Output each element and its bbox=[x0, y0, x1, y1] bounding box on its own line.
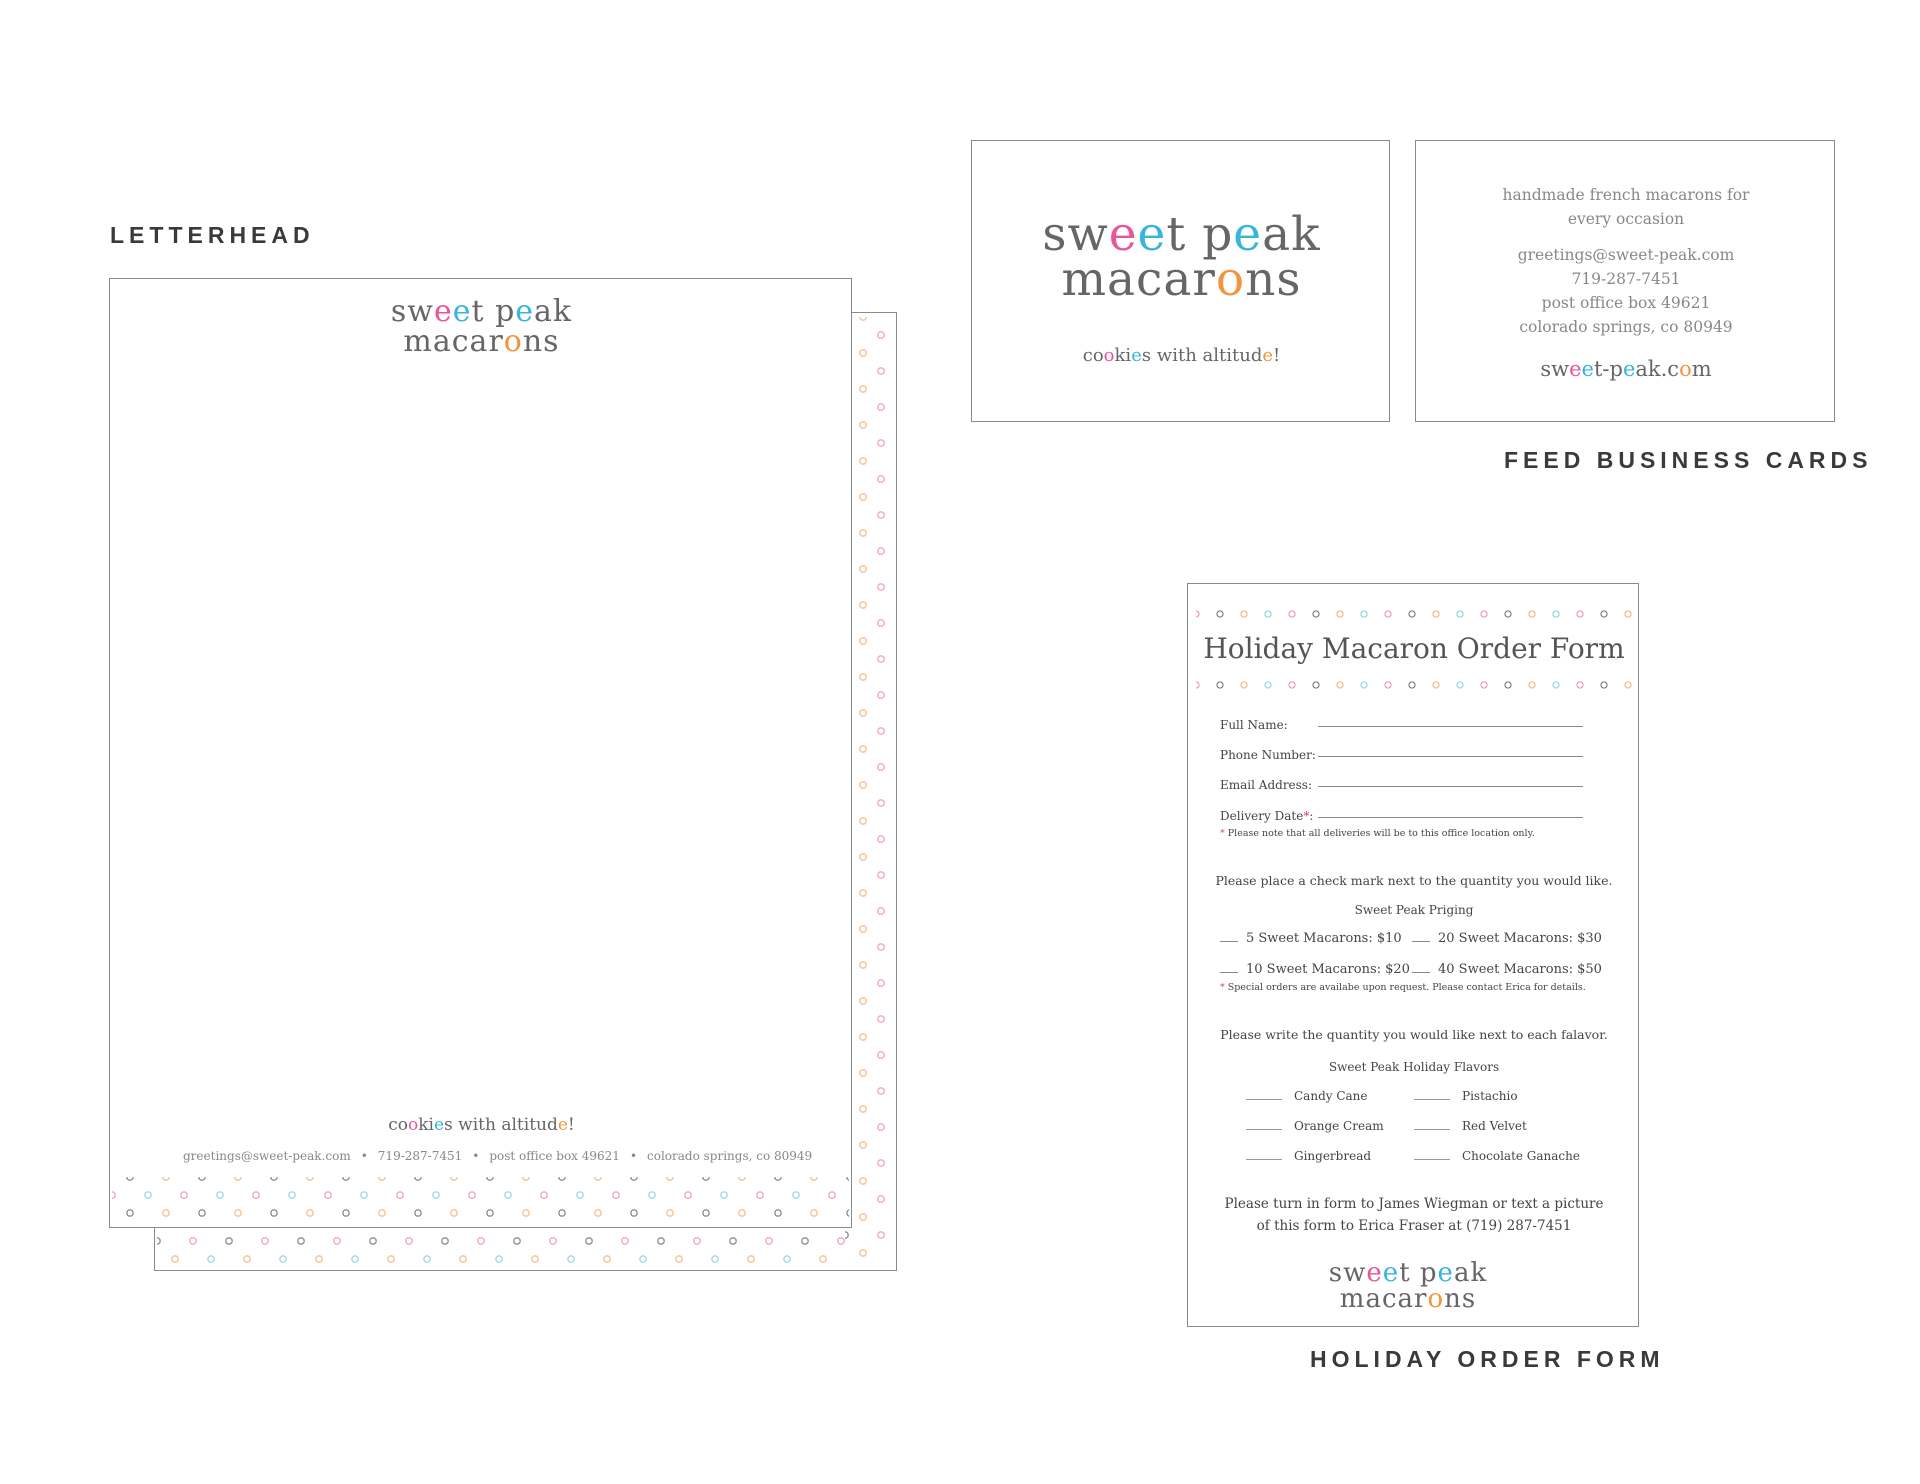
order-form-logo: sweet peak macarons bbox=[1328, 1258, 1488, 1314]
phone-number-label: Phone Number: bbox=[1220, 748, 1316, 762]
closing-line-2: of this form to Erica Fraser at (719) 287-7451 bbox=[1256, 1218, 1572, 1234]
order-form-label: HOLIDAY ORDER FORM bbox=[1310, 1346, 1665, 1372]
letterhead-box: post office box 49621 bbox=[489, 1149, 620, 1163]
pricing-option-40[interactable]: 40 Sweet Macarons: $50 bbox=[1412, 962, 1602, 977]
card-back-city: colorado springs, co 80949 bbox=[1519, 318, 1733, 336]
card-back-website: sweet-peak.com bbox=[1540, 357, 1712, 381]
closing-line-1: Please turn in form to James Wiegman or text a picture bbox=[1224, 1196, 1604, 1212]
card-back-email: greetings@sweet-peak.com bbox=[1517, 246, 1735, 264]
flavor-candy-cane[interactable]: Candy Cane bbox=[1246, 1089, 1368, 1103]
letterhead-phone: 719-287-7451 bbox=[377, 1149, 463, 1163]
business-card-back bbox=[1415, 140, 1835, 422]
letterhead-front-sheet bbox=[109, 278, 852, 1228]
letterhead-contact-line: greetings@sweet-peak.com • 719-287-7451 • post office box 49621 • colorado springs, co 80949 bbox=[183, 1149, 813, 1163]
letterhead-email: greetings@sweet-peak.com bbox=[183, 1149, 351, 1163]
card-back-text bbox=[1416, 183, 1836, 339]
front-sheet-dot-pattern-bottom bbox=[112, 1177, 849, 1225]
delivery-date-label: Delivery Date bbox=[1220, 809, 1304, 823]
email-address-line[interactable] bbox=[1318, 786, 1583, 787]
flavor-instruction: Please write the quantity you would like next to each falavor. bbox=[1220, 1027, 1608, 1042]
delivery-date-field[interactable]: Delivery Date*: bbox=[1220, 809, 1314, 823]
order-form-title: Holiday Macaron Order Form bbox=[1203, 632, 1625, 665]
delivery-date-line[interactable] bbox=[1318, 817, 1583, 818]
full-name-label: Full Name: bbox=[1220, 718, 1288, 732]
phone-number-line[interactable] bbox=[1318, 756, 1583, 757]
delivery-note: * Please note that all deliveries will be to this office location only. bbox=[1220, 828, 1535, 839]
card-back-tagline-2: every occasion bbox=[1567, 210, 1685, 228]
card-back-box: post office box 49621 bbox=[1541, 294, 1711, 312]
full-name-line[interactable] bbox=[1318, 726, 1583, 727]
email-address-label: Email Address: bbox=[1220, 778, 1313, 792]
email-address-field[interactable] bbox=[1220, 778, 1312, 792]
card-front-logo: sweet peak macarons bbox=[1042, 207, 1321, 307]
order-form-top-dots bbox=[1196, 609, 1632, 619]
full-name-field[interactable] bbox=[1220, 718, 1288, 732]
letterhead-logo: sweet peak macarons bbox=[390, 294, 573, 359]
flavor-pistachio[interactable]: Pistachio bbox=[1414, 1089, 1518, 1103]
order-form-sheet bbox=[1187, 583, 1639, 1327]
pricing-option-10[interactable]: 10 Sweet Macarons: $20 bbox=[1220, 962, 1410, 977]
card-front-tagline: cookies with altitude! bbox=[1082, 345, 1281, 366]
business-card-front bbox=[971, 140, 1390, 422]
pricing-option-5[interactable]: 5 Sweet Macarons: $10 bbox=[1220, 931, 1402, 946]
flavor-gingerbread[interactable]: Gingerbread bbox=[1246, 1149, 1371, 1163]
flavor-red-velvet[interactable]: Red Velvet bbox=[1414, 1119, 1527, 1133]
flavor-chocolate-ganache[interactable]: Chocolate Ganache bbox=[1414, 1149, 1580, 1163]
flavor-orange-cream[interactable]: Orange Cream bbox=[1246, 1119, 1384, 1133]
letterhead-label: LETTERHEAD bbox=[110, 222, 315, 248]
business-cards-label: FEED BUSINESS CARDS bbox=[1504, 447, 1873, 473]
pricing-title: Sweet Peak Priging bbox=[1354, 903, 1474, 917]
letterhead-city: colorado springs, co 80949 bbox=[647, 1149, 813, 1163]
special-order-note: * Special orders are availabe upon request. Please contact Erica for details. bbox=[1220, 982, 1586, 993]
card-back-tagline-1: handmade french macarons for bbox=[1502, 186, 1750, 204]
check-instruction: Please place a check mark next to the quantity you would like. bbox=[1215, 873, 1613, 888]
letterhead-tagline: cookies with altitude! bbox=[388, 1115, 575, 1135]
order-form-title-dots bbox=[1196, 680, 1632, 690]
flavors-title: Sweet Peak Holiday Flavors bbox=[1328, 1060, 1500, 1074]
pricing-option-20[interactable]: 20 Sweet Macarons: $30 bbox=[1412, 931, 1602, 946]
back-sheet-dot-pattern-bottom bbox=[157, 1223, 845, 1267]
phone-number-field[interactable] bbox=[1220, 748, 1316, 762]
card-back-phone: 719-287-7451 bbox=[1571, 270, 1681, 288]
